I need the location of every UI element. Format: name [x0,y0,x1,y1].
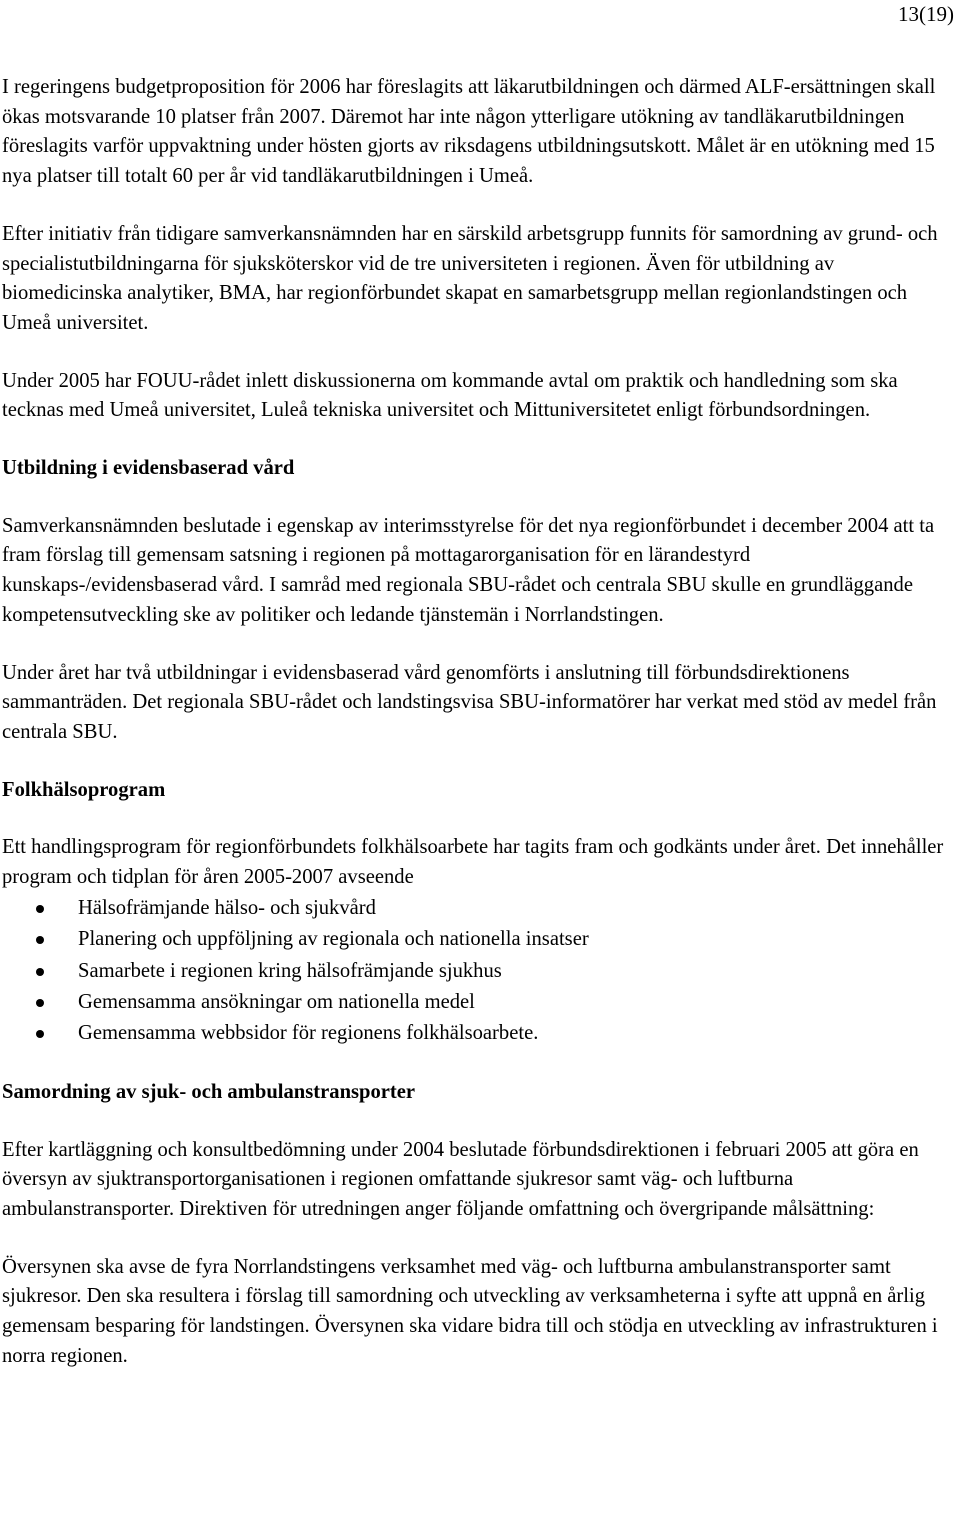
paragraph-training: Under året har två utbildningar i evidensbaserad vård genomförts i anslutning till förbundsdirektionens sammanträden. Det regionala SBU-rådet och landstingsvisa SBU-informatörer har verkat med stöd av medel från centrala SBU. [2,661,937,743]
bullet-icon [36,968,44,976]
list-item-text: Planering och uppföljning av regionala och nationella insatser [78,928,589,951]
page-number: 13(19) [898,2,954,26]
bullet-icon [36,905,44,913]
paragraph-survey: Efter kartläggning och konsultbedömning under 2004 beslutade förbundsdirektionen i februari 2005 att göra en översyn av sjuktransportorganisationen i regionen omfattande sjukresor samt väg- och luftburna ambulanstransporter. Direktiven för utredningen anger följande omfattning och övergripande målsättning: [2,1138,919,1220]
heading-transport: Samordning av sjuk- och ambulanstransporter [2,1080,416,1103]
bullet-icon [36,1030,44,1038]
paragraph-fouu: Under 2005 har FOUU-rådet inlett diskussionerna om kommande avtal om praktik och handledning som ska tecknas med Umeå universitet, Luleå tekniska universitet och Mittuniversitetet enligt förbundsordningen. [2,369,898,422]
document-body [2,73,957,1399]
paragraph-budget: I regeringens budgetproposition för 2006 har föreslagits att läkarutbildningen och därmed ALF-ersättningen skall ökas motsvarande 10 platser från 2007. Däremot har inte någon ytterligare utökning av tandläkarutbildningen föreslagits varför uppvaktning under hösten gjorts av riksdagens utbildningsutskott. Målet är en utökning med 15 nya platser till totalt 60 per år vid tandläkarutbildningen i Umeå. [2,76,936,188]
list-item [2,987,957,1018]
list-item [2,924,957,955]
list-item [2,893,957,924]
list-item-text: Gemensamma webbsidor för regionens folkhälsoarbete. [78,1022,539,1045]
paragraph-review: Översynen ska avse de fyra Norrlandstingens verksamhet med väg- och luftburna ambulanstransporter samt sjukresor. Den ska resultera i förslag till samordning och utveckling av verksamheterna i syfte att uppnå en årlig gemensam besparing för landstingen. Översynen ska vidare bidra till och stödja en utveckling av infrastrukturen i norra regionen. [2,1255,938,1367]
heading-evidence-care: Utbildning i evidensbaserad vård [2,457,295,480]
paragraph-samverkan: Samverkansnämnden beslutade i egenskap av interimsstyrelse för det nya regionförbundet i december 2004 att ta fram förslag till gemensam satsning i regionen på mottagarorganisation för en lärandestyrd kunskaps-/evidensbaserad vård. I samråd med regionala SBU-rådet och centrala SBU skulle en grundläggande kompetensutveckling ske av politiker och ledande tjänstemän i Norrlandstingen. [2,514,935,626]
list-item-text: Samarbete i regionen kring hälsofrämjande sjukhus [78,959,502,982]
bullet-list [2,893,957,1050]
bullet-icon [36,936,44,944]
paragraph-program: Ett handlingsprogram för regionförbundets folkhälsoarbete har tagits fram och godkänts under året. Det innehåller program och tidplan för åren 2005-2007 avseende [2,836,944,889]
paragraph-initiative: Efter initiativ från tidigare samverkansnämnden har en särskild arbetsgrupp funnits för samordning av grund- och specialistutbildningarna för sjuksköterskor vid de tre universiteten i regionen. Även för utbildning av biomedicinska analytiker, BMA, har regionförbundet skapat en samarbetsgrupp mellan regionlandstingen och Umeå universitet. [2,222,938,334]
list-item-text: Hälsofrämjande hälso- och sjukvård [78,896,376,919]
list-item [2,1018,957,1049]
heading-public-health: Folkhälsoprogram [2,778,166,801]
list-item [2,956,957,987]
list-item-text: Gemensamma ansökningar om nationella medel [78,990,475,1013]
bullet-icon [36,999,44,1007]
